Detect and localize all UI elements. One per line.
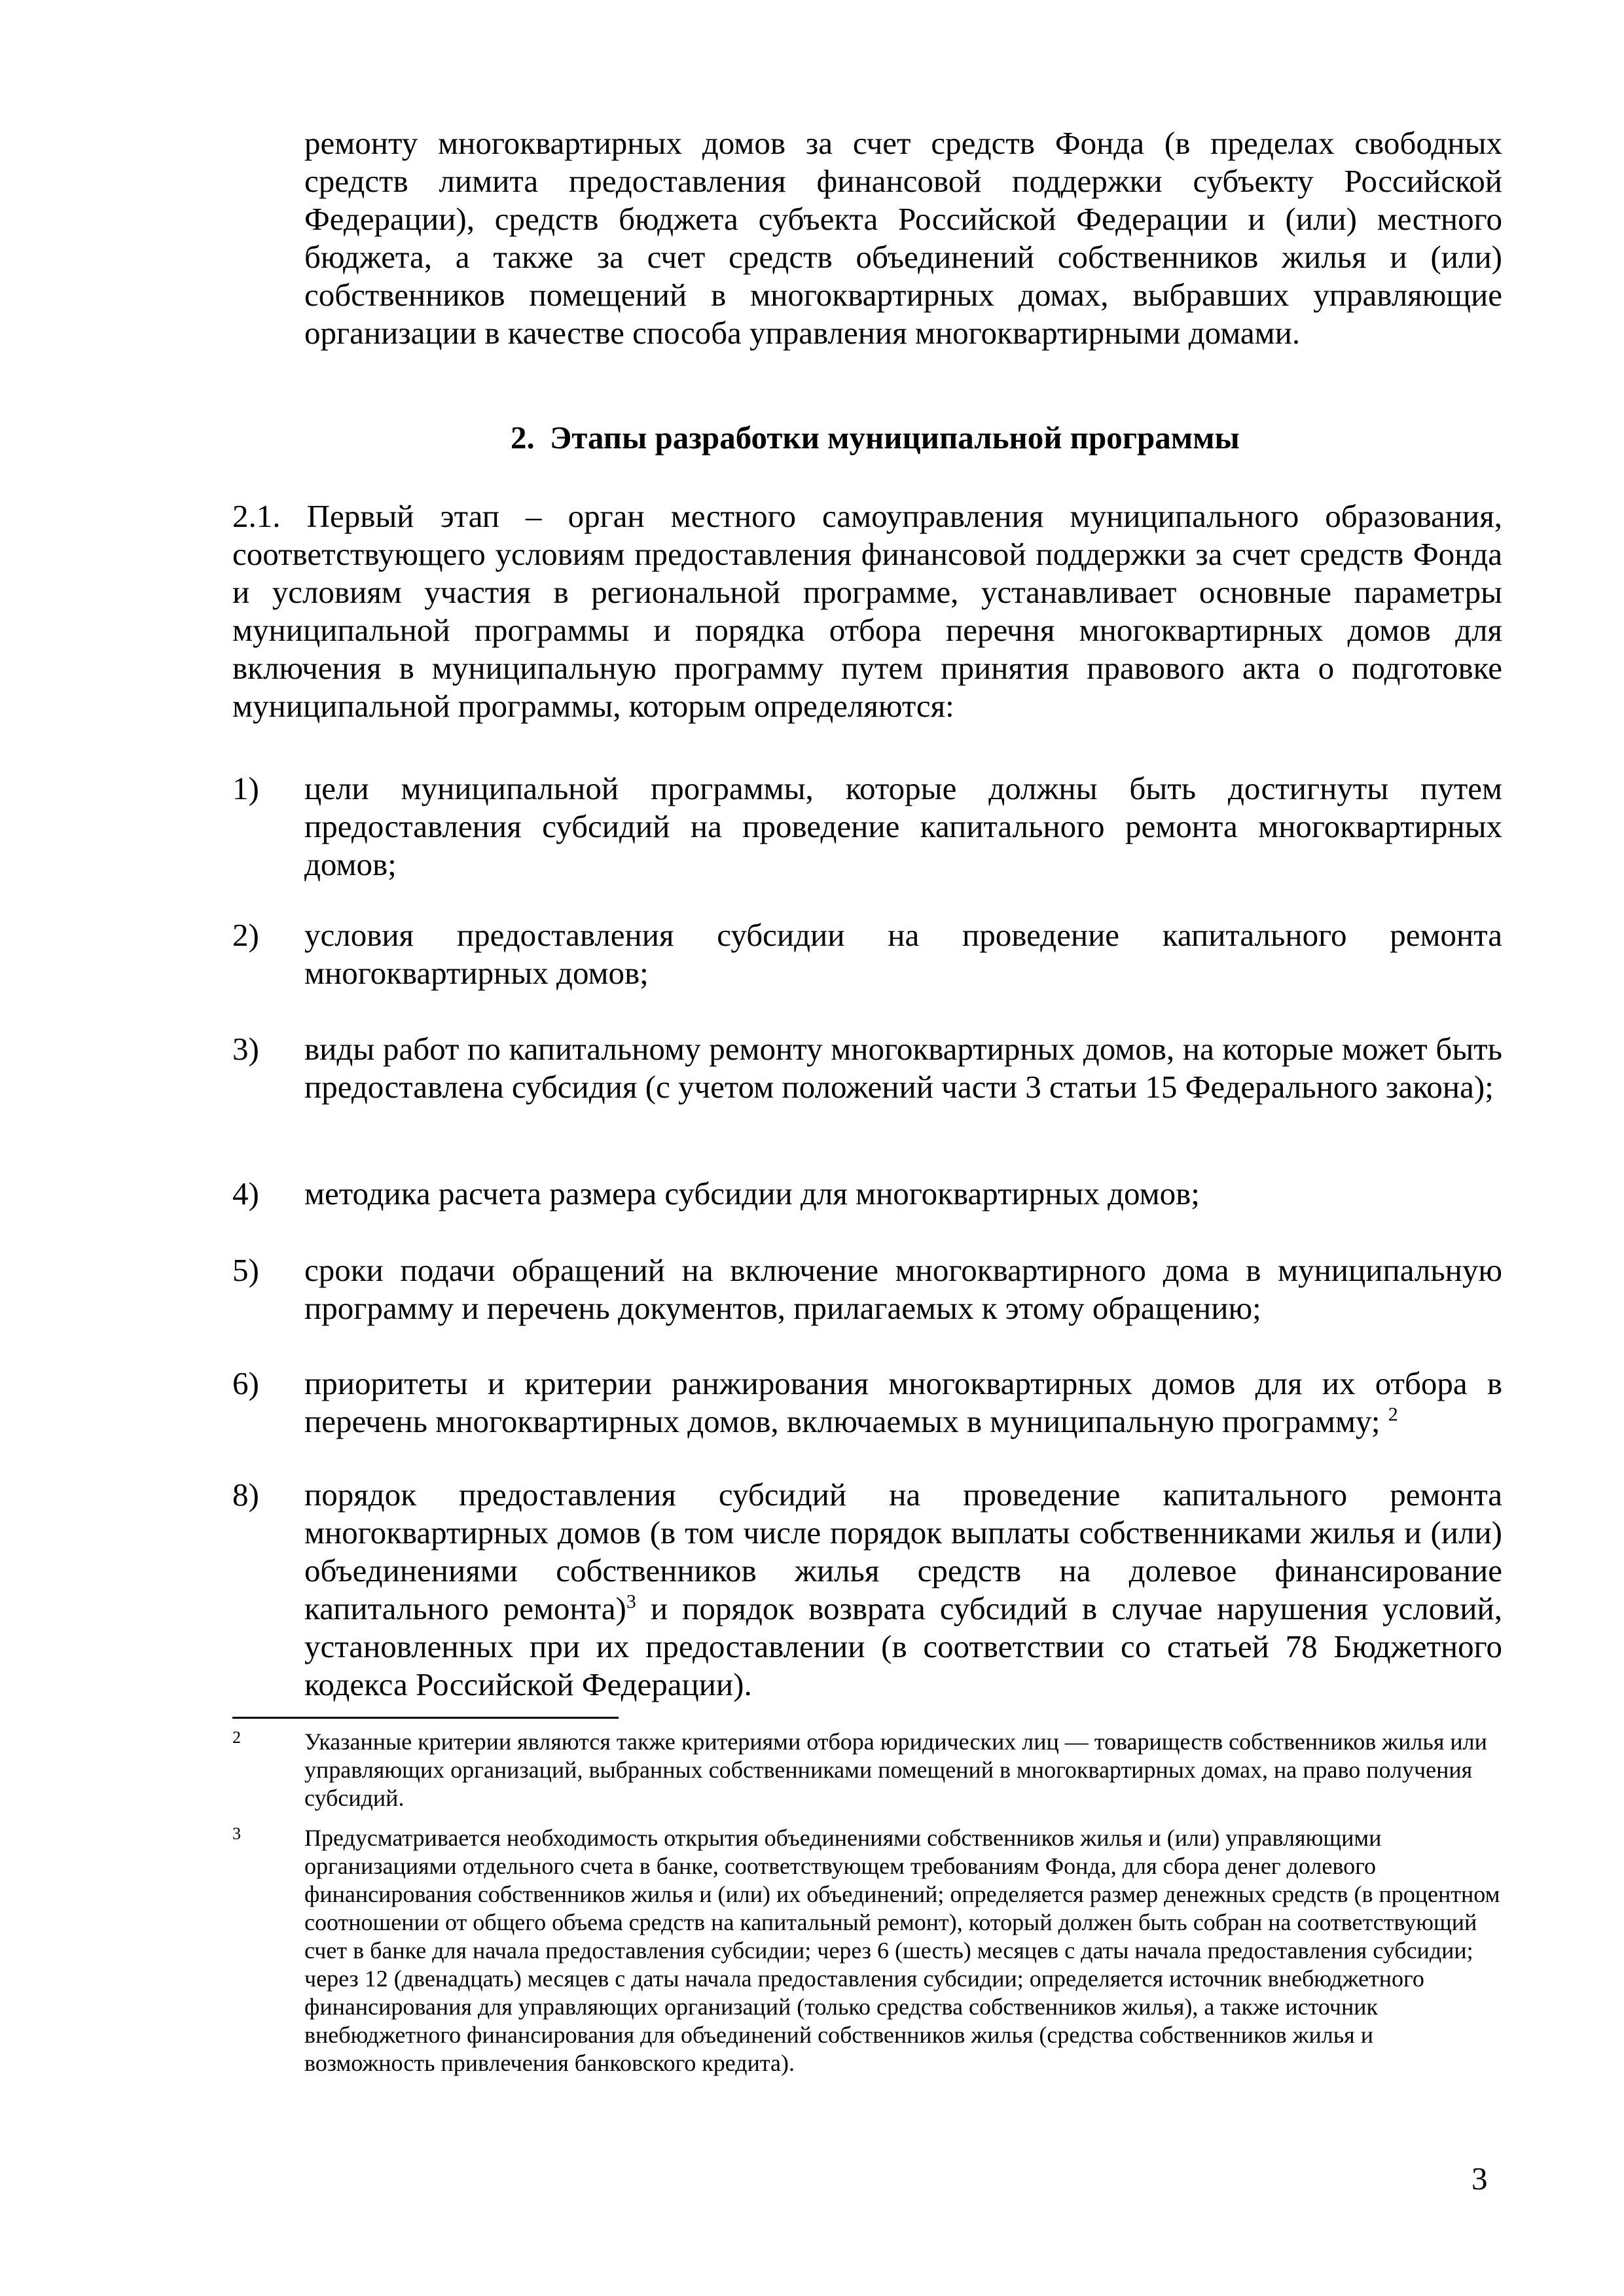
list-item-text: методика расчета размера субсидии для многоквартирных домов; [304, 1175, 1200, 1211]
footnote-reference-3: 3 [626, 1590, 636, 1613]
list-item-5 [232, 1251, 1502, 1327]
list-item-4 [232, 1175, 1502, 1213]
list-item-6 [232, 1365, 1502, 1441]
section-heading [511, 419, 1427, 457]
list-item-text [304, 1365, 1502, 1441]
list-item-8 [232, 1476, 1502, 1704]
list-item-number: 8) [232, 1477, 259, 1513]
list-item-text: сроки подачи обращений на включение многоквартирного дома в муниципальную программу и перечень документов, прилагаемых к этому обращению; [304, 1252, 1502, 1326]
list-item-text-part-b: и порядок возврата субсидий в случае нарушения условий, установленных при их предоставлении (в соответствии со статьей 78 Бюджетного кодекса Российской Федерации). [304, 1590, 1502, 1702]
list-item-text: цели муниципальной программы, которые должны быть достигнуты путем предоставления субсидий на проведение капитального ремонта многоквартирных домов; [304, 770, 1502, 882]
footnote-reference-2: 2 [1388, 1403, 1398, 1426]
intro-paragraph: ремонту многоквартирных домов за счет средств Фонда (в пределах свободных средств лимита предоставления финансовой поддержки субъекту Российской Федерации), средств бюджета субъекта Российской Федерации и (или) местного бюджета, а также за счет средств объединений собственников жилья и (или) собственников помещений в многоквартирных домах, выбравших управляющие организации в качестве способа управления многоквартирными домами. [304, 125, 1502, 351]
list-item-text: условия предоставления субсидии на проведение капитального ремонта многоквартирных домов; [304, 917, 1502, 991]
list-item-text [304, 1476, 1502, 1704]
list-item-text-part-a: порядок предоставления субсидий на проведение капитального ремонта многоквартирных домов (в том числе порядок выплаты собственниками жилья и (или) объединениями собственников жилья средств на долевое финансирование капитального ремонта) [304, 1477, 1502, 1626]
footnote-text: Предусматривается необходимость открытия объединениями собственников жилья и (или) управляющими организациями отдельного счета в банке, соответствующем требованиям Фонда, для сбора денег долевого финансирования собственников жилья и (или) их объединений; определяется размер денежных средств (в процентном соотношении от общего объема средств на капитальный ремонт), который должен быть собран на соответствующий счет в банке для начала предоставления субсидии; через 6 (шесть) месяцев с даты начала предоставления субсидии; через 12 (двенадцать) месяцев с даты начала предоставления субсидии; определяется источник внебюджетного финансирования для управляющих организаций (только средства собственников жилья), а также источник внебюджетного финансирования для объединений собственников жилья (средства собственников жилья и возможность привлечения банковского кредита). [304, 1825, 1500, 2076]
section-number: 2. [511, 420, 535, 456]
list-item-number: 3) [232, 1031, 259, 1067]
list-item-number: 1) [232, 770, 259, 806]
footnote-2 [232, 1728, 1502, 1812]
footnote-3 [232, 1824, 1502, 2077]
list-item-3 [232, 1030, 1502, 1106]
list-item-number: 6) [232, 1365, 259, 1401]
page-number: 3 [1471, 2161, 1488, 2197]
list-item-1 [232, 770, 1502, 884]
list-item-number: 2) [232, 917, 259, 953]
footnote-separator [232, 1717, 619, 1719]
list-item-2 [232, 916, 1502, 992]
list-item-text-body: приоритеты и критерии ранжирования многоквартирных домов для их отбора в перечень многоквартирных домов, включаемых в муниципальную программу; [304, 1365, 1502, 1439]
footnote-number: 3 [232, 1824, 241, 1843]
footnote-text: Указанные критерии являются также критериями отбора юридических лиц — товариществ собственников жилья или управляющих организаций, выбранных собственниками помещений в многоквартирных домах, на право получения субсидий. [304, 1729, 1487, 1811]
list-item-number: 4) [232, 1175, 259, 1211]
list-item-number: 5) [232, 1252, 259, 1288]
footnote-number: 2 [232, 1728, 241, 1747]
section-title: Этапы разработки муниципальной программы [550, 420, 1240, 456]
paragraph-2-1: 2.1. Первый этап – орган местного самоуправления муниципального образования, соответствующего условиям предоставления финансовой поддержки за счет средств Фонда и условиям участия в региональной программе, устанавливает основные параметры муниципальной программы и порядка отбора перечня многоквартирных домов для включения в муниципальную программу путем принятия правового акта о подготовке муниципальной программы, которым определяются: [232, 498, 1502, 724]
list-item-text: виды работ по капитальному ремонту многоквартирных домов, на которые может быть предоставлена субсидия (с учетом положений части 3 статьи 15 Федерального закона); [304, 1031, 1502, 1105]
